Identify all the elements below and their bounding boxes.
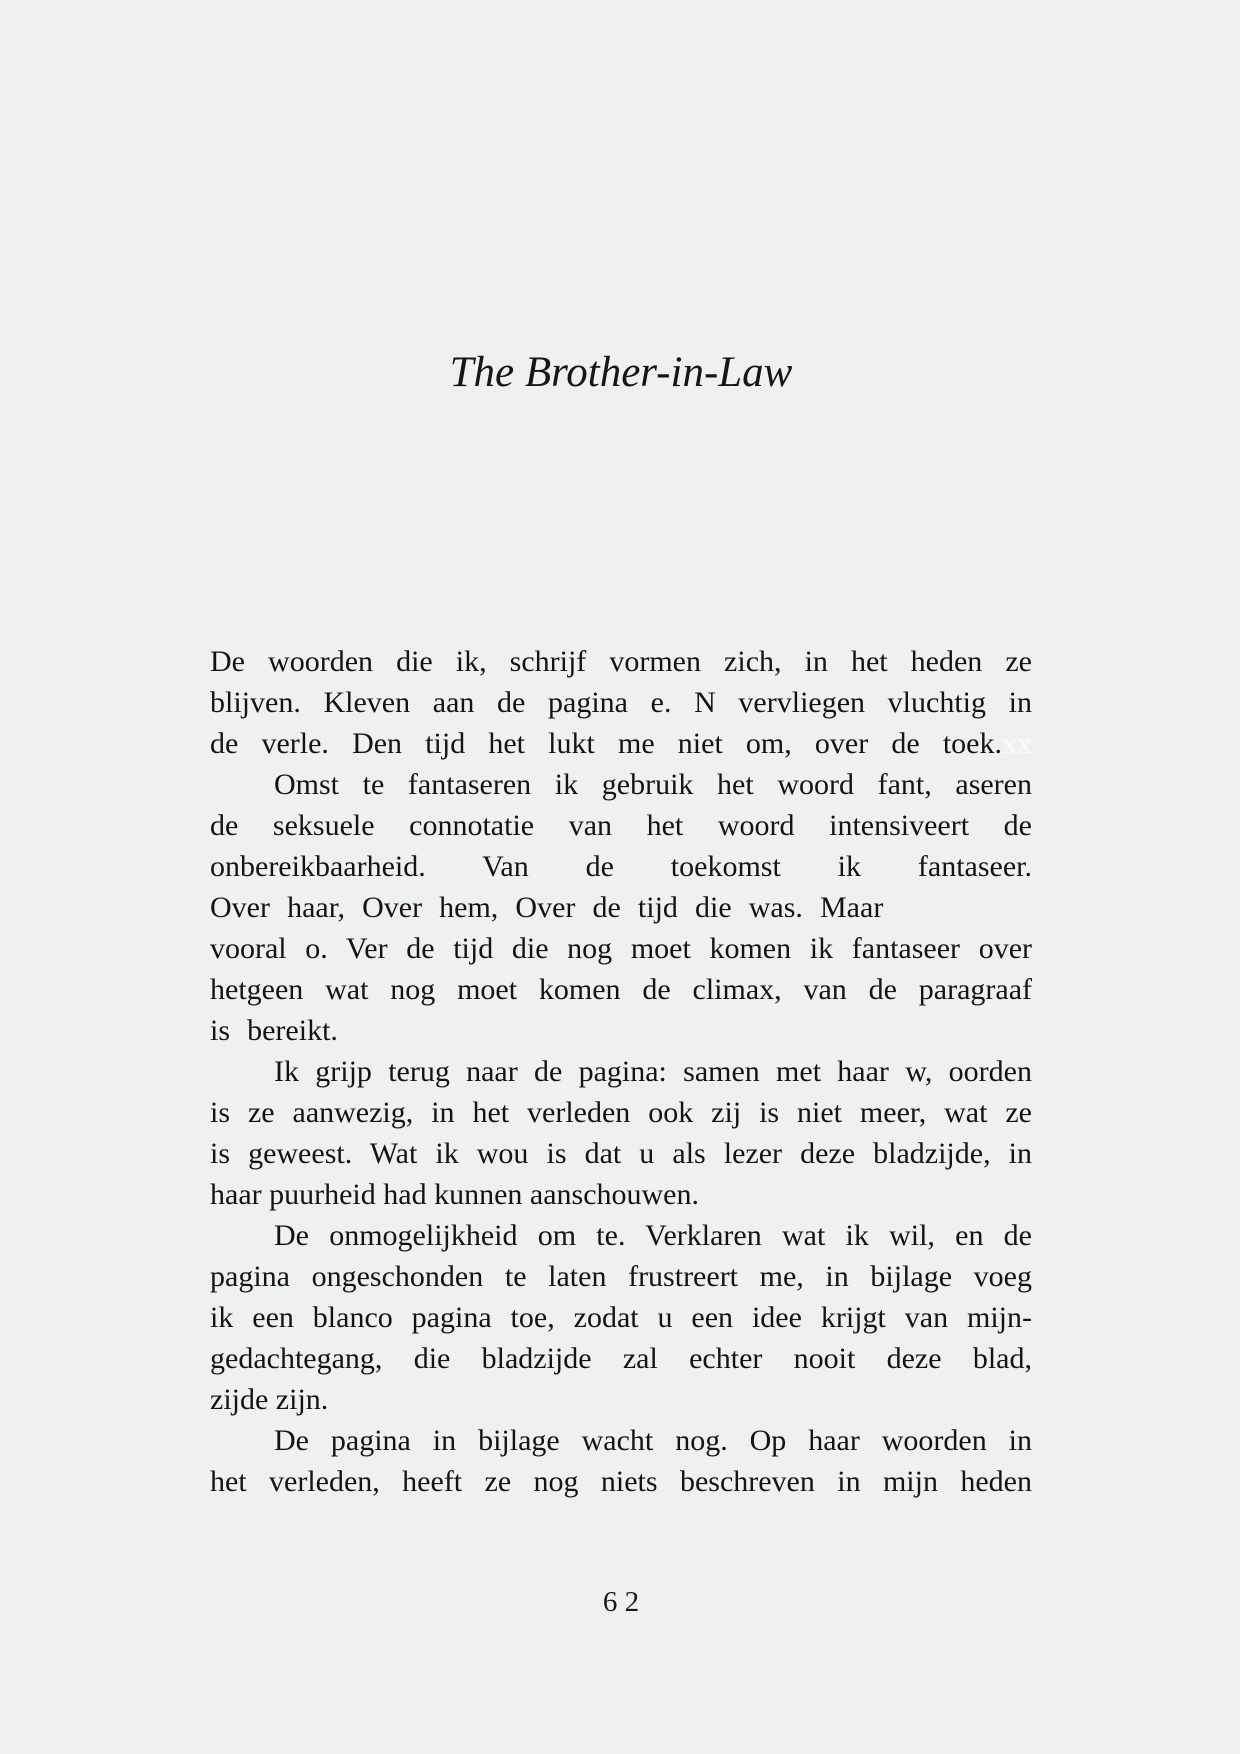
text-line-content: is ze aanwezig, in het verleden ook zij is niet meer, wat ze: [210, 1096, 1032, 1129]
page-title: The Brother-in-Law: [449, 349, 793, 396]
text-line-content: de verle. Den tijd het lukt me niet om, over de toek.: [210, 727, 1002, 760]
text-line: [210, 1174, 1032, 1215]
text-line: [210, 682, 1032, 723]
text-line: [210, 846, 1032, 887]
text-line: [210, 1338, 1032, 1379]
text-line-content: blijven. Kleven aan de pagina e. N vervliegen vluchtig in: [210, 686, 1032, 719]
text-line-content: haar puurheid had kunnen aanschouwen.: [210, 1178, 699, 1211]
text-line: [210, 1051, 1032, 1092]
text-line-content: vooral o. Ver de tijd die nog moet komen ik fantaseer over: [210, 932, 1032, 965]
text-line: [210, 1297, 1032, 1338]
text-line-content: De pagina in bijlage wacht nog. Op haar woorden in: [274, 1424, 1032, 1457]
text-line-content: Ik grijp terug naar de pagina: samen met haar w, oorden: [274, 1055, 1032, 1088]
text-line: [210, 1461, 1032, 1502]
text-line-content: De onmogelijkheid om te. Verklaren wat ik wil, en de: [274, 1219, 1032, 1252]
text-line-content: hetgeen wat nog moet komen de climax, van de paragraaf: [210, 973, 1032, 1006]
text-line-content: is bereikt.: [210, 1014, 338, 1047]
text-line-content: gedachtegang, die bladzijde zal echter nooit deze blad,: [210, 1342, 1032, 1375]
text-line: [210, 1133, 1032, 1174]
text-line: [210, 641, 1032, 682]
text-line: [210, 764, 1032, 805]
text-line: [210, 1256, 1032, 1297]
text-line: [210, 723, 1032, 764]
text-line-content: de seksuele connotatie van het woord intensiveert de: [210, 809, 1032, 842]
text-line: [210, 1092, 1032, 1133]
text-line: [210, 1010, 1032, 1051]
text-line-content: het verleden, heeft ze nog niets beschreven in mijn heden: [210, 1465, 1032, 1498]
text-line-content: pagina ongeschonden te laten frustreert me, in bijlage voeg: [210, 1260, 1032, 1293]
body-text: [210, 641, 1032, 1502]
text-line: [210, 969, 1032, 1010]
text-line: [210, 1420, 1032, 1461]
text-line-content: Over haar, Over hem, Over de tijd die was. Maar: [210, 891, 884, 924]
text-line: [210, 887, 1032, 928]
text-line: [210, 1379, 1032, 1420]
text-line-content: De woorden die ik, schrijf vormen zich, in het heden ze: [210, 645, 1032, 678]
text-line-content: zijde zijn.: [210, 1383, 329, 1416]
text-line-content: is geweest. Wat ik wou is dat u als lezer deze bladzijde, in: [210, 1137, 1032, 1170]
faint-overwritten-text: xx: [1002, 727, 1032, 760]
text-line-content: ik een blanco pagina toe, zodat u een idee krijgt van mijn-: [210, 1301, 1032, 1334]
text-line-content: onbereikbaarheid. Van de toekomst ik fantaseer.: [210, 850, 1032, 883]
text-line-content: Omst te fantaseren ik gebruik het woord fant, aseren: [274, 768, 1032, 801]
text-line: [210, 1215, 1032, 1256]
text-line: [210, 928, 1032, 969]
text-line: [210, 805, 1032, 846]
page-number: 6 2: [602, 1586, 640, 1618]
